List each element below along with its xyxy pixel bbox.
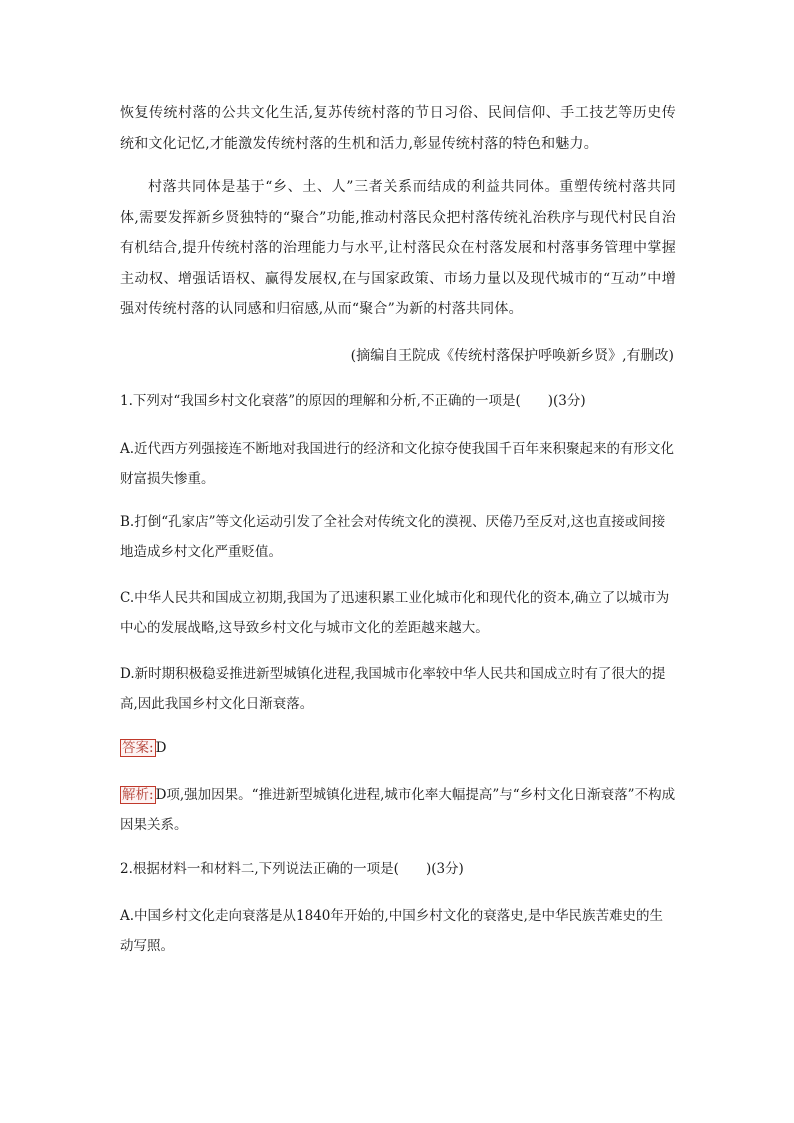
answer-label: 答案: <box>122 740 154 756</box>
question-1-option-b: B.打倒“孔家店”等文化运动引发了全社会对传统文化的漠视、厌倦乃至反对,这也直接或间接地造成乡村文化严重贬值。 <box>120 514 666 560</box>
passage-paragraph-1: 恢复传统村落的公共文化生活,复苏传统村落的节日习俗、民间信仰、手工技艺等历史传统和文化记忆,才能激发传统村落的生机和活力,彰显传统村落的特色和魅力。 <box>120 105 676 152</box>
question-1-stem: 1.下列对“我国乡村文化衰落”的原因的理解和分析,不正确的一项是( )(3分) <box>120 393 586 409</box>
passage-paragraph-2: 村落共同体是基于“乡、土、人”三者关系而结成的利益共同体。重塑传统村落共同体,需要发挥新乡贤独特的“聚合”功能,推动村落民众把村落传统礼治秩序与现代村民自治有机结合,提升传统村落的治理能力与水平,让村落民众在村落发展和村落事务管理中掌握主动权、增强话语权、赢得发展权,在与国家政策、市场力量以及现代城市的“互动”中增强对传统村落的认同感和归宿感,从而“聚合”为新的村落共同体。 <box>120 179 676 317</box>
answer-value: D <box>155 740 167 756</box>
question-1-answer <box>120 733 676 763</box>
question-2-option-a: A.中国乡村文化走向衰落是从1840年开始的,中国乡村文化的衰落史,是中华民族苦难史的生动写照。 <box>120 908 663 954</box>
question-1-analysis <box>120 780 676 840</box>
passage-source: (摘编自王院成《传统村落保护呼唤新乡贤》,有删改) <box>350 348 674 364</box>
question-1-option-a: A.近代西方列强接连不断地对我国进行的经济和文化掠夺使我国千百年来积聚起来的有形文化财富损失惨重。 <box>120 441 675 487</box>
analysis-label: 解析: <box>122 787 154 803</box>
analysis-text: D项,强加因果。“推进新型城镇化进程,城市化率大幅提高”与“乡村文化日渐衰落”不构成因果关系。 <box>120 787 676 833</box>
question-1-option-d: D.新时期积极稳妥推进新型城镇化进程,我国城市化率较中华人民共和国成立时有了很大的提高,因此我国乡村文化日渐衰落。 <box>120 666 666 712</box>
question-2-stem: 2.根据材料一和材料二,下列说法正确的一项是( )(3分) <box>120 861 464 877</box>
question-1-option-c: C.中华人民共和国成立初期,我国为了迅速积累工业化城市化和现代化的资本,确立了以城市为中心的发展战略,这导致乡村文化与城市文化的差距越来越大。 <box>120 590 670 636</box>
